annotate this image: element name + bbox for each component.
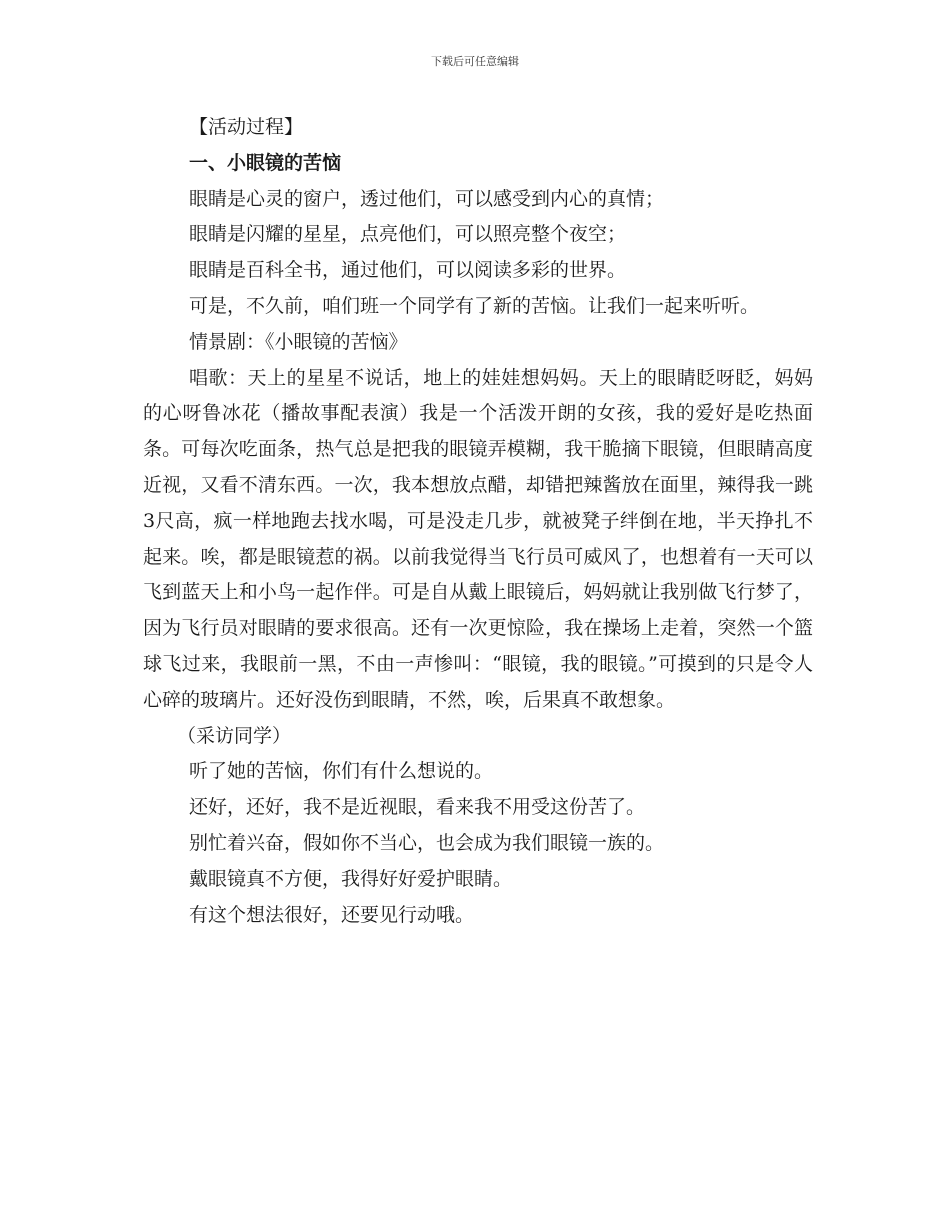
paragraph: 眼睛是心灵的窗户，透过他们，可以感受到内心的真情； — [189, 187, 665, 210]
paragraph: 戴眼镜真不方便，我得好好爱护眼睛。 — [189, 867, 513, 890]
paragraph: 听了她的苦恼，你们有什么想说的。 — [189, 760, 494, 783]
page-header: 下载后可任意编辑 — [431, 55, 519, 68]
paragraph: 还好，还好，我不是近视眼，看来我不用受这份苦了。 — [189, 796, 646, 819]
paragraph: 眼睛是闪耀的星星，点亮他们，可以照亮整个夜空； — [189, 223, 627, 246]
paragraph: 可是，不久前，咱们班一个同学有了新的苦恼。让我们一起来听听。 — [189, 294, 760, 317]
paragraph: 情景剧：《小眼镜的苦恼》 — [189, 330, 408, 353]
section-label: 【活动过程】 — [189, 116, 304, 138]
paragraph: （采访同学） — [177, 724, 292, 747]
section-heading: 一、小眼镜的苦恼 — [189, 151, 342, 174]
paragraph: 别忙着兴奋，假如你不当心，也会成为我们眼镜一族的。 — [189, 831, 665, 854]
paragraph: 眼睛是百科全书，通过他们，可以阅读多彩的世界。 — [189, 259, 627, 282]
document-body — [143, 110, 813, 933]
story-paragraph: 唱歌：天上的星星不说话，地上的娃娃想妈妈。天上的眼睛眨呀眨，妈妈的心呀鲁冰花（播故事配表演）我是一个活泼开朗的女孩，我的爱好是吃热面条。可每次吃面条，热气总是把我的眼镜弄模糊，我干脆摘下眼镜，但眼睛高度近视，又看不清东西。一次，我本想放点醋，却错把辣酱放在面里，辣得我一跳3尺高，疯一样地跑去找水喝，可是没走几步，就被凳子绊倒在地，半天挣扎不起来。唉，都是眼镜惹的祸。以前我觉得当飞行员可威风了，也想着有一天可以飞到蓝天上和小鸟一起作伴。可是自从戴上眼镜后，妈妈就让我别做飞行梦了，因为飞行员对眼睛的要求很高。还有一次更惊险，我在操场上走着，突然一个篮球飞过来，我眼前一黑，不由一声惨叫：“眼镜，我的眼镜。”可摸到的只是令人心碎的玻璃片。还好没伤到眼睛，不然，唉，后果真不敢想象。 — [143, 366, 813, 711]
paragraph: 有这个想法很好，还要见行动哦。 — [189, 903, 475, 926]
